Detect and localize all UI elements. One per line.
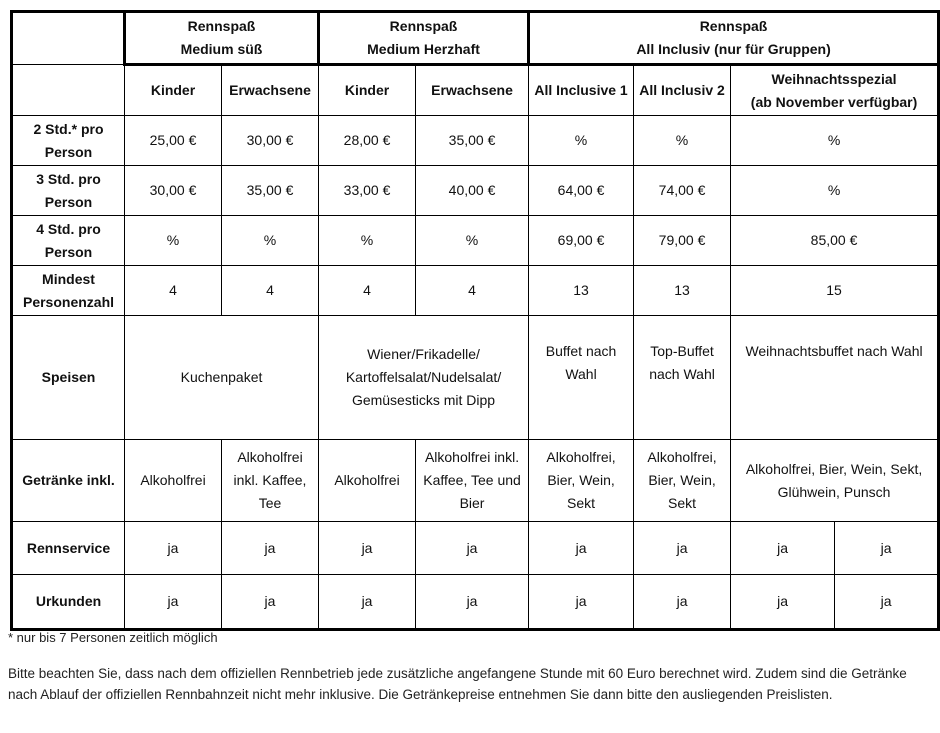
- count-cell: 13: [634, 266, 731, 316]
- subheader-ws-note: (ab November verfügbar): [750, 93, 918, 110]
- row-label-getraenke: Getränke inkl.: [12, 440, 125, 522]
- subheader-erwachsene: Erwachsene: [222, 65, 319, 116]
- speisen-line: Wahl: [565, 366, 597, 382]
- yes-cell: ja: [416, 522, 529, 575]
- getraenke-line: Alkoholfrei, Bier, Wein, Sekt,: [745, 460, 923, 477]
- yes-cell: ja: [835, 522, 939, 575]
- table-row-urkunden: [12, 575, 939, 630]
- row-label-speisen: Speisen: [12, 316, 125, 440]
- group-medium-herzhaft: [319, 12, 529, 65]
- count-cell: 4: [319, 266, 416, 316]
- price-cell: 30,00 €: [125, 166, 222, 216]
- price-cell: 40,00 €: [416, 166, 529, 216]
- count-cell: 13: [529, 266, 634, 316]
- row-label-rennservice: Rennservice: [12, 522, 125, 575]
- price-cell: 69,00 €: [529, 216, 634, 266]
- row-label-line: 3 Std. pro: [36, 170, 101, 187]
- getraenke-line: Tee: [258, 495, 282, 511]
- group-all-inclusiv: [529, 12, 939, 65]
- row-label-line: Mindest: [42, 270, 95, 287]
- price-cell: %: [634, 116, 731, 166]
- group-header-row: [12, 12, 939, 65]
- footnote: * nur bis 7 Personen zeitlich möglich: [8, 630, 218, 645]
- row-label-4std: [12, 216, 125, 266]
- row-label-urkunden: Urkunden: [12, 575, 125, 630]
- subheader-weihnachtsspezial: [731, 65, 939, 116]
- getraenke-line: Sekt: [567, 495, 596, 511]
- row-label-mindest: [12, 266, 125, 316]
- subheader-kinder: Kinder: [125, 65, 222, 116]
- speisen-weihnachtsbuffet: Weihnachtsbuffet nach Wahl: [731, 316, 939, 440]
- group-subtitle: Medium süß: [180, 41, 263, 57]
- yes-cell: ja: [125, 522, 222, 575]
- getraenke-line: Alkoholfrei: [237, 449, 303, 465]
- yes-cell: ja: [319, 575, 416, 630]
- subheader-all-inclusive-1: All Inclusive 1: [529, 65, 634, 116]
- price-cell: %: [125, 216, 222, 266]
- price-cell: 35,00 €: [222, 166, 319, 216]
- yes-cell: ja: [416, 575, 529, 630]
- price-table: [10, 10, 940, 631]
- yes-cell: ja: [731, 575, 835, 630]
- price-cell: 28,00 €: [319, 116, 416, 166]
- getraenke-cell: [529, 440, 634, 522]
- getraenke-line: inkl. Kaffee,: [233, 472, 307, 488]
- table-row: [12, 116, 939, 166]
- group-subtitle: Medium Herzhaft: [367, 41, 480, 57]
- getraenke-line: Alkoholfrei,: [546, 449, 616, 465]
- group-title: Rennspaß: [699, 18, 768, 34]
- table-row-speisen: [12, 316, 939, 440]
- yes-cell: ja: [529, 522, 634, 575]
- speisen-ai1: [529, 316, 634, 440]
- subheader-ws-title: Weihnachtsspezial: [771, 70, 897, 87]
- yes-cell: ja: [222, 522, 319, 575]
- getraenke-line: Bier: [459, 495, 485, 511]
- price-cell: 85,00 €: [731, 216, 939, 266]
- count-cell: 4: [125, 266, 222, 316]
- price-cell: %: [319, 216, 416, 266]
- count-cell: 4: [416, 266, 529, 316]
- subheader-row: [12, 65, 939, 116]
- yes-cell: ja: [731, 522, 835, 575]
- price-cell: 25,00 €: [125, 116, 222, 166]
- getraenke-line: Alkoholfrei inkl.: [424, 449, 520, 465]
- yes-cell: ja: [634, 575, 731, 630]
- price-table-container: [10, 10, 937, 631]
- table-row-rennservice: [12, 522, 939, 575]
- yes-cell: ja: [529, 575, 634, 630]
- speisen-line: Kartoffelsalat/Nudelsalat/: [345, 369, 502, 385]
- getraenke-cell: [731, 440, 939, 522]
- row-label-2std: [12, 116, 125, 166]
- price-cell: %: [731, 166, 939, 216]
- speisen-line: Wiener/Frikadelle/: [367, 346, 480, 362]
- getraenke-cell: [222, 440, 319, 522]
- price-cell: 74,00 €: [634, 166, 731, 216]
- speisen-line: Gemüsesticks mit Dipp: [351, 392, 496, 408]
- price-cell: 79,00 €: [634, 216, 731, 266]
- yes-cell: ja: [319, 522, 416, 575]
- row-label-line: Person: [44, 193, 93, 210]
- count-cell: 15: [731, 266, 939, 316]
- getraenke-line: Bier, Wein,: [547, 472, 615, 488]
- count-cell: 4: [222, 266, 319, 316]
- yes-cell: ja: [125, 575, 222, 630]
- corner-cell: [12, 12, 125, 65]
- speisen-herzhaft: [319, 316, 529, 440]
- price-cell: 30,00 €: [222, 116, 319, 166]
- group-title: Rennspaß: [187, 18, 256, 34]
- row-label-line: Person: [44, 143, 93, 160]
- getraenke-line: Alkoholfrei,: [647, 449, 717, 465]
- corner-cell-lower: [12, 65, 125, 116]
- table-row: [12, 266, 939, 316]
- row-label-line: 4 Std. pro: [36, 220, 101, 237]
- speisen-line: nach Wahl: [649, 366, 715, 382]
- getraenke-cell: [634, 440, 731, 522]
- speisen-ai2: [634, 316, 731, 440]
- getraenke-cell: Alkoholfrei: [319, 440, 416, 522]
- row-label-line: 2 Std.* pro: [33, 120, 104, 137]
- subheader-all-inclusiv-2: All Inclusiv 2: [634, 65, 731, 116]
- yes-cell: ja: [835, 575, 939, 630]
- speisen-line: Buffet nach: [545, 343, 617, 359]
- group-subtitle: All Inclusiv (nur für Gruppen): [636, 41, 831, 57]
- getraenke-cell: Alkoholfrei: [125, 440, 222, 522]
- getraenke-line: Glühwein, Punsch: [777, 483, 891, 500]
- getraenke-cell: [416, 440, 529, 522]
- speisen-line: Top-Buffet: [650, 343, 714, 359]
- price-cell: %: [731, 116, 939, 166]
- price-cell: 33,00 €: [319, 166, 416, 216]
- getraenke-line: Kaffee, Tee und: [423, 472, 521, 488]
- yes-cell: ja: [634, 522, 731, 575]
- getraenke-line: Bier, Wein,: [648, 472, 716, 488]
- price-cell: 64,00 €: [529, 166, 634, 216]
- row-label-line: Personenzahl: [22, 293, 115, 310]
- price-cell: 35,00 €: [416, 116, 529, 166]
- notice-paragraph: Bitte beachten Sie, dass nach dem offiziellen Rennbetrieb jede zusätzliche angefangene Stunde mit 60 Euro berechnet wird. Zudem sind die Getränke nach Ablauf der offiziellen Rennbahnzeit nicht mehr inklusive. Die Getränkepreise entnehmen Sie dann bitte den ausliegenden Preislisten.: [8, 666, 907, 702]
- row-label-3std: [12, 166, 125, 216]
- speisen-kuchenpaket: Kuchenpaket: [125, 316, 319, 440]
- table-row: [12, 216, 939, 266]
- price-cell: %: [222, 216, 319, 266]
- yes-cell: ja: [222, 575, 319, 630]
- group-title: Rennspaß: [389, 18, 458, 34]
- table-row-getraenke: [12, 440, 939, 522]
- price-cell: %: [529, 116, 634, 166]
- subheader-erwachsene: Erwachsene: [416, 65, 529, 116]
- subheader-kinder: Kinder: [319, 65, 416, 116]
- table-row: [12, 166, 939, 216]
- price-cell: %: [416, 216, 529, 266]
- getraenke-line: Sekt: [668, 495, 697, 511]
- group-medium-suess: [125, 12, 319, 65]
- row-label-line: Person: [44, 243, 93, 260]
